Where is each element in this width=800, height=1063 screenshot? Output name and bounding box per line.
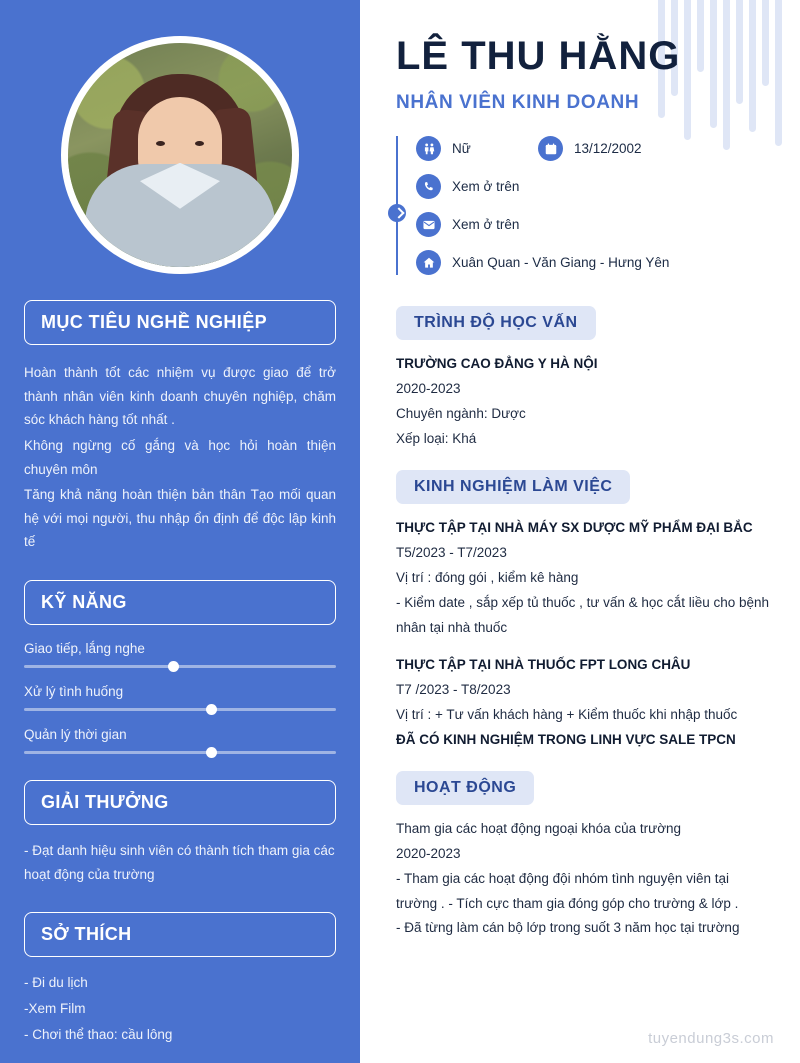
skill-label: Quản lý thời gian [24,727,127,742]
hobby-line: -Xem Film [24,1000,86,1016]
activities-body [396,817,770,942]
section-objective [24,300,336,554]
sidebar [0,0,360,1063]
skills-title: KỸ NĂNG [41,592,127,612]
home-icon [416,250,441,275]
experience-line: THỰC TẬP TẠI NHÀ MÁY SX DƯỢC MỸ PHẨM ĐẠI BẮC [396,519,753,535]
email-icon [416,212,441,237]
objective-body [24,361,336,554]
experience-line: Vị trí : + Tư vấn khách hàng + Kiểm thuốc khi nhập thuốc [396,706,738,722]
experience-line: THỰC TẬP TẠI NHÀ THUỐC FPT LONG CHÂU [396,656,691,672]
education-body [396,352,770,452]
education-title: TRÌNH ĐỘ HỌC VẤN [414,314,578,331]
awards-title: GIẢI THƯỞNG [41,792,169,812]
skill-slider[interactable] [24,708,336,711]
skill-label: Giao tiếp, lắng nghe [24,641,145,656]
section-awards [24,780,336,886]
experience-line: T5/2023 - T7/2023 [396,544,507,560]
hobbies-body [24,971,336,1046]
gender-icon [416,136,441,161]
awards-line: - Đạt danh hiệu sinh viên có thành tích tham gia các hoạt động của trường [24,843,335,882]
skill-label: Xử lý tình huống [24,684,124,699]
main-content [360,0,800,1063]
phone-value: Xem ở trên [452,179,520,194]
hobby-line: - Đi du lịch [24,975,88,991]
job-title: NHÂN VIÊN KINH DOANH [396,92,640,113]
phone-icon [416,174,441,199]
skill-item [24,727,336,754]
activity-line: 2020-2023 [396,845,461,861]
avatar [61,36,299,274]
section-skills [24,580,336,754]
gender-value: Nữ [452,141,471,156]
skills-title-pill [24,580,336,625]
avatar-photo [68,43,292,267]
activity-line: - Đã từng làm cán bộ lớp trong suốt 3 năm học tại trường [396,920,740,936]
contact-row-gender-birthday [416,136,770,161]
education-line: TRƯỜNG CAO ĐẲNG Y HÀ NỘI [396,356,598,371]
skill-slider[interactable] [24,751,336,754]
calendar-icon [538,136,563,161]
hobbies-title: SỞ THÍCH [41,924,132,945]
experience-line: ĐÃ CÓ KINH NGHIỆM TRONG LINH VỰC SALE TPCN [396,731,736,747]
contact-row-email[interactable] [416,212,770,237]
experience-line: - Kiểm date , sắp xếp tủ thuốc , tư vấn & học cắt liều cho bệnh nhân tại nhà thuốc [396,594,770,635]
experience-title: KINH NGHIỆM LÀM VIỆC [414,477,613,495]
contact-row-address [416,250,770,275]
objective-line: Không ngừng cố gắng và học hỏi hoàn thiện chuyên môn [24,437,336,477]
experience-spacer [396,641,770,653]
skill-slider[interactable] [24,665,336,668]
hobbies-title-pill [24,912,336,957]
section-header-activities [396,771,534,805]
section-header-education [396,306,596,340]
education-line: 2020-2023 [396,380,461,396]
section-header-experience [396,470,630,504]
awards-body [24,839,336,886]
page-title: LÊ THU HẰNG [396,34,681,78]
skill-item [24,641,336,668]
experience-line: Vị trí : đóng gói , kiểm kê hàng [396,569,579,585]
section-hobbies [24,912,336,1046]
objective-line: Hoàn thành tốt các nhiệm vụ được giao để trở thành nhân viên kinh doanh chuyên nghiệp, chăm sóc khách hàng tốt nhất . [24,365,336,428]
address-value: Xuân Quan - Văn Giang - Hưng Yên [452,255,670,270]
contact-row-phone[interactable] [416,174,770,199]
activities-title: HOẠT ĐỘNG [414,778,517,796]
skill-slider-knob[interactable] [168,661,179,672]
skill-slider-knob[interactable] [206,747,217,758]
skill-item [24,684,336,711]
objective-title-pill [24,300,336,345]
activity-line: Tham gia các hoạt động ngoại khóa của trường [396,820,682,836]
birthday-value: 13/12/2002 [574,141,642,156]
activity-line: - Tham gia các hoạt động đội nhóm tình nguyện viên tại trường . - Tích cực tham gia đóng góp cho trường & lớp . [396,870,739,911]
experience-body [396,516,770,753]
contact-block [396,136,770,275]
email-value: Xem ở trên [452,217,520,232]
watermark: tuyendung3s.com [648,1030,774,1047]
education-line: Chuyên ngành: Dược [396,405,526,421]
awards-title-pill [24,780,336,825]
objective-title: MỤC TIÊU NGHỀ NGHIỆP [41,312,268,332]
education-line: Xếp loại: Khá [396,430,477,446]
objective-line: Tăng khả năng hoàn thiện bản thân Tạo mối quan hệ với mọi người, thu nhập ổn định để độc lập kinh tế [24,487,336,550]
experience-line: T7 /2023 - T8/2023 [396,681,511,697]
skill-slider-knob[interactable] [206,704,217,715]
hobby-line: - Chơi thể thao: cầu lông [24,1026,173,1042]
